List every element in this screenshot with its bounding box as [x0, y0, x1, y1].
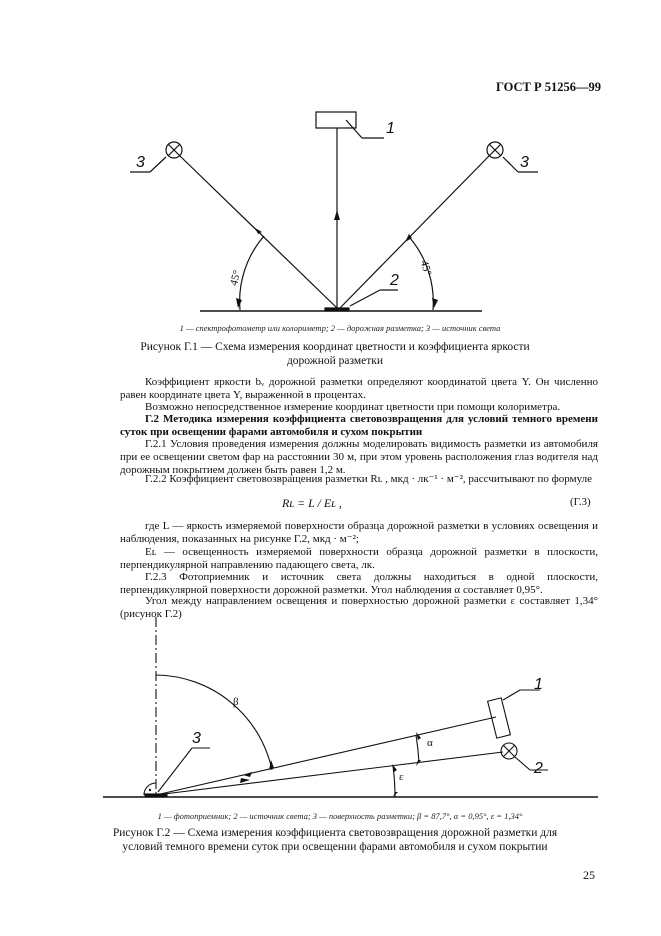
fig1-label-2: 2: [390, 272, 399, 289]
paragraph-epsilon: Угол между направлением освещения и поверхностью дорожной разметки ε составляет 1,34° (рисунок Г.2): [120, 595, 598, 620]
fig2-legend: 1 — фотоприемник; 2 — источник света; 3 — поверхность разметки; β = 87,7°, α = 0,95°, ε = 1,34°: [157, 811, 523, 821]
standard-number: ГОСТ Р 51256—99: [496, 80, 602, 94]
formula-g3: Rʟ = L / Eʟ ,: [282, 496, 342, 510]
fig1-caption-line2: дорожной разметки: [286, 355, 384, 367]
formula-number: (Г.3): [570, 496, 591, 508]
section-g2-heading: Г.2 Методика измерения коэффициента световозвращения для условий темного времени суток при освещении фарами автомобиля и сухом покрытии: [120, 413, 598, 438]
paragraph-g23: Г.2.3 Фотоприемник и источник света должны находиться в одной плоскости, перпендикулярной поверхности дорожной разметки. Угол наблюдения α составляет 0,95°.: [120, 571, 598, 596]
paragraph-g22: Г.2.2 Коэффициент световозвращения разметки Rʟ , мкд · лк⁻¹ · м⁻², рассчитывают по формуле: [145, 473, 592, 485]
fig2-caption: [100, 826, 570, 854]
paragraph-where-L: где L — яркость измеряемой поверхности образца дорожной разметки в условиях освещения и наблюдения, показанных на рисунке Г.2, мкд · м⁻²;: [120, 520, 598, 545]
fig2-label-3: 3: [192, 730, 201, 747]
fig2-caption-line1: Рисунок Г.2 — Схема измерения коэффициента световозвращения дорожной разметки для: [112, 827, 558, 839]
fig2-epsilon: ε: [399, 771, 404, 783]
fig1-label-1: 1: [386, 120, 395, 137]
fig1-label-3-right: 3: [520, 154, 529, 171]
fig1-label-3-left: 3: [136, 154, 145, 171]
paragraph-g21: Г.2.1 Условия проведения измерения должны моделировать видимость разметки из автомобиля при ее освещении светом фар на расстоянии 30 м, при этом уровень расположения глаз водителя над дорожным покрытием должен быть равен 1,2 м.: [120, 438, 598, 476]
fig1-legend: 1 — спектрофотометр или колориметр; 2 — дорожная разметка; 3 — источник света: [179, 323, 501, 333]
fig1-angle-left: 45°: [227, 269, 244, 287]
page-number: 25: [583, 868, 595, 882]
paragraph-2: Возможно непосредственное измерение координат цветности при помощи колориметра.: [145, 401, 561, 413]
paragraph-1: Коэффициент яркости bᵥ дорожной разметки определяют координатой цвета Y. Он численно равен координате цвета Y, выраженной в процентах.: [120, 376, 598, 401]
fig2-alpha: α: [427, 737, 433, 749]
fig1-caption-line1: Рисунок Г.1 — Схема измерения координат цветности и коэффициента яркости: [140, 341, 530, 353]
fig1-angle-right: 45°: [417, 259, 434, 277]
fig2-label-2: 2: [534, 760, 543, 777]
paragraph-E: Eʟ — освещенность измеряемой поверхности образца дорожной разметки в плоскости, перпендикулярной направлению падающего света, лк.: [120, 546, 598, 571]
fig2-beta: β: [233, 696, 239, 708]
fig2-label-1: 1: [534, 676, 543, 693]
fig2-caption-line2: условий темного времени суток при освещении фарами автомобиля и сухом покрытии: [122, 841, 548, 853]
